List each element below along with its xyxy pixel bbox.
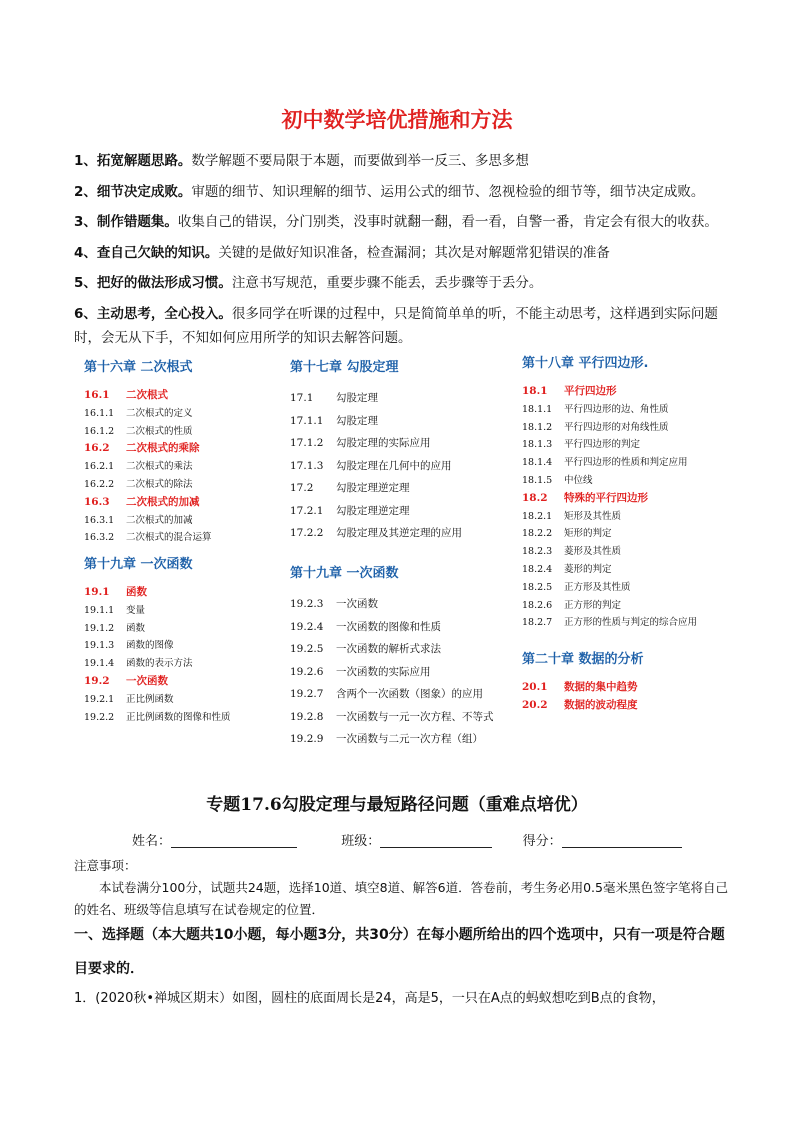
toc-chapter-title: 第十七章 勾股定理 [290,360,399,375]
toc-item [84,584,231,602]
toc-item-number: 17.2.2 [290,527,324,539]
toc-item-title: 二次根式的加减 [126,514,193,526]
toc-item [290,455,462,478]
toc-item-title: 函数 [126,586,147,598]
toc-item-number: 16.3.2 [84,532,115,544]
exam-heading: 专题17.6勾股定理与最短路径问题（重难点培优） [206,795,588,815]
toc-item-title: 平行四边形的性质和判定应用 [564,457,688,469]
toc-item [290,410,462,433]
toc-item-number: 18.1 [522,385,548,397]
toc-item-title: 二次根式的除法 [126,478,193,490]
toc-item-title: 正方形的性质与判定的综合应用 [564,617,698,629]
toc-item [290,477,462,500]
toc-item-title: 一次函数与一元一次方程、不等式 [336,710,494,723]
tip-3-title: 3、制作错题集。 [74,214,178,230]
toc-item [290,593,494,616]
toc-item-title: 勾股定理及其逆定理的应用 [336,527,462,539]
toc-item-number: 16.1.2 [84,425,115,437]
toc-item-title: 一次函数 [336,598,378,610]
tip-5-title: 5、把好的做法形成习惯。 [74,275,232,291]
tip-2-title: 2、细节决定成败。 [74,183,192,200]
toc-item-title: 正方形的判定 [564,599,622,611]
toc-item-number: 17.1.1 [290,414,324,427]
toc-item [522,597,697,615]
toc-item [84,512,212,530]
toc-item-number: 19.2.1 [84,693,115,705]
toc-item-number: 16.2 [84,442,110,455]
toc-item-number: 17.2.1 [290,504,324,517]
toc-item-title: 二次根式的混合运算 [126,532,212,544]
tip-4-text: 关键的是做好知识准备，检查漏洞；其次是对解题常犯错误的准备 [218,244,610,261]
toc-item [84,476,212,494]
toc-item-title: 二次根式的加减 [126,495,200,508]
student-info [132,830,692,849]
notice-text: 本试卷满分100分，试题共24题，选择10道、填空8道、解答6道．答卷前，考生务必用0.5毫米黑色签字笔将自己的姓名、班级等信息填写在试卷规定的位置． [74,880,728,917]
toc-col1a [84,356,212,547]
toc-item [522,697,644,715]
toc-item [84,620,231,638]
notice-label: 注意事项： [74,858,137,873]
toc-chapter-title: 第十六章 二次根式 [84,360,193,375]
toc-item-title: 勾股定理在几何中的应用 [336,459,452,472]
toc-item [84,423,212,441]
toc-item-number: 18.2.4 [522,563,553,575]
toc-item [522,543,697,561]
toc-item-title: 正比例函数 [126,693,174,705]
score-label: 得分： [522,834,562,849]
toc-item-number: 18.2.2 [522,528,553,540]
toc-item-number: 18.2.1 [522,510,553,522]
tip-1-text: 数学解题不要局限于本题，而要做到举一反三、多思多想 [191,153,529,169]
toc-item [84,494,212,512]
toc-item-number: 16.2.2 [84,478,115,490]
name-blank[interactable] [171,833,297,848]
tip-5 [74,268,734,299]
toc-item-title: 勾股定理 [336,414,378,427]
toc-item-title: 平行四边形的判定 [564,439,641,451]
toc-item-number: 19.1.2 [84,622,115,634]
tip-3 [74,207,734,238]
toc-item-number: 16.3 [84,495,110,508]
page-title: 初中数学培优措施和方法 [281,108,513,132]
toc-item [522,614,697,632]
toc-item-number: 18.2.6 [522,599,553,611]
toc-item-number: 18.1.5 [522,474,553,486]
toc-item [522,561,697,579]
toc-item-number: 17.1 [290,392,314,404]
toc-item-title: 一次函数的图像和性质 [336,620,441,633]
toc-item [290,638,494,661]
toc-item-number: 19.2.3 [290,598,324,610]
toc-item-title: 勾股定理的实际应用 [336,437,431,449]
toc-item-title: 数据的波动程度 [564,698,638,711]
toc-item-number: 19.1.3 [84,640,115,652]
toc-item [290,661,494,684]
toc-item [84,655,231,673]
toc-item-number: 19.1 [84,586,110,598]
toc-item [522,579,697,597]
toc-item [290,616,494,639]
toc-item-number: 18.2.7 [522,617,553,629]
toc-item-number: 20.2 [522,698,548,711]
tip-4-title: 4、查自己欠缺的知识。 [74,244,219,261]
tip-6-title: 6、主动思考，全心投入。 [74,305,232,322]
tip-6 [74,302,734,350]
toc-item-number: 17.1.3 [290,459,324,472]
toc-item-title: 矩形的判定 [564,528,612,540]
toc-item-title: 函数 [126,622,146,634]
toc-item-title: 二次根式 [126,389,168,401]
toc-chapter-title: 第十九章 一次函数 [290,566,399,581]
toc-item [84,440,212,458]
toc-chapter-title: 第十八章 平行四边形. [522,356,649,371]
toc-item [290,683,494,706]
toc-item [290,728,494,751]
toc-item-title: 二次根式的性质 [126,425,193,437]
toc-item [84,691,231,709]
notice [74,855,734,921]
toc-item [290,387,462,410]
toc-item-number: 19.2.6 [290,665,324,678]
toc-item-number: 18.1.2 [522,421,553,433]
class-blank[interactable] [380,833,492,848]
tip-2 [74,177,734,208]
toc-item-title: 特殊的平行四边形 [564,491,648,504]
tip-1-title: 1、拓宽解题思路。 [74,153,192,169]
toc-item [522,525,697,543]
tip-6-text: 很多同学在听课的过程中，只是简简单单的听，不能主动思考，这样遇到实际问题时，会无从下手，不知如何应用所学的知识去解答问题。 [74,305,718,346]
toc-item-title: 平行四边形 [564,385,617,397]
toc-item-number: 16.2.1 [84,461,115,473]
class-label: 班级： [341,834,381,849]
toc-chapter-title: 第二十章 数据的分析 [522,652,644,667]
toc-item [84,387,212,405]
toc-item-title: 变量 [126,604,146,616]
toc-item-title: 一次函数的解析式求法 [336,643,441,655]
toc-item-title: 勾股定理 [336,392,378,404]
toc-item [84,458,212,476]
toc-item [522,401,697,419]
toc-item-title: 二次根式的乘法 [126,461,193,473]
toc-item [84,529,212,547]
toc-item-title: 勾股定理逆定理 [336,504,410,517]
toc-item-number: 18.1.3 [522,439,553,451]
toc-item-number: 18.2.5 [522,581,553,593]
toc-item-title: 二次根式的乘除 [126,442,200,455]
tip-3-text: 收集自己的错误，分门别类，没事时就翻一翻，看一看，自警一番，肯定会有很大的收获。 [177,214,718,230]
toc-item-title: 一次函数 [126,674,168,687]
toc-col1b [84,553,231,726]
tip-5-text: 注意书写规范，重要步骤不能丢，丢步骤等于丢分。 [231,275,543,291]
toc-item [522,472,697,490]
toc-chapter-title: 第十九章 一次函数 [84,557,193,572]
toc-item-title: 勾股定理逆定理 [336,482,410,494]
toc-item-title: 平行四边形的对角线性质 [564,421,669,433]
toc-item-number: 18.1.1 [522,403,553,415]
toc-item-title: 一次函数的实际应用 [336,665,431,678]
toc-item [84,673,231,691]
toc-item-title: 含两个一次函数（图象）的应用 [336,688,483,700]
toc-item [522,508,697,526]
toc-item-title: 函数的图像 [126,640,174,652]
toc-item [290,706,494,729]
toc-item-number: 19.2.8 [290,710,324,723]
toc-item-number: 18.1.4 [522,457,553,469]
toc-item-number: 16.3.1 [84,514,115,526]
toc-item-number: 19.2.7 [290,688,324,700]
toc-item-number: 16.1.1 [84,407,115,419]
toc-item [522,679,644,697]
toc-item [522,383,697,401]
toc-item-number: 19.2.2 [84,711,115,723]
toc-item-number: 17.1.2 [290,437,324,449]
toc-item-title: 矩形及其性质 [564,510,622,522]
toc-item-title: 正比例函数的图像和性质 [126,711,231,723]
toc-item-title: 数据的集中趋势 [564,681,638,693]
toc-item-number: 20.1 [522,681,548,693]
score-blank[interactable] [562,833,682,848]
toc-item-title: 二次根式的定义 [126,407,193,419]
tips-list [74,146,734,350]
toc-item [84,602,231,620]
toc-item-title: 平行四边形的边、角性质 [564,403,669,415]
toc-item-number: 19.2.4 [290,620,324,633]
tip-2-text: 审题的细节、知识理解的细节、运用公式的细节、忽视检验的细节等，细节决定成败。 [191,183,705,200]
tip-1 [74,146,734,177]
toc-item-number: 19.2 [84,674,110,687]
name-label: 姓名： [132,834,172,849]
toc-item-number: 19.2.9 [290,733,324,745]
toc-item [84,637,231,655]
toc-item-number: 17.2 [290,482,314,494]
question-1: 1．(2020秋•禅城区期末）如图，圆柱的底面周长是24，高是5，一只在A点的蚂蚁想吃到B点的食物， [74,991,665,1006]
toc-item [84,405,212,423]
toc-item-title: 中位线 [564,474,593,486]
toc-item-number: 19.1.4 [84,658,115,670]
toc-item-number: 19.1.1 [84,604,115,616]
toc-col2a [290,356,462,545]
toc-col2b [290,562,494,751]
toc-item-title: 函数的表示方法 [126,658,193,670]
toc-item [522,490,697,508]
toc-item [290,500,462,523]
tip-4 [74,238,734,269]
toc-item-number: 18.2.3 [522,546,553,558]
toc-item-number: 18.2 [522,491,548,504]
toc-item-title: 菱形的判定 [564,563,612,575]
toc-item [522,419,697,437]
toc-item [522,436,697,454]
toc-item-number: 19.2.5 [290,643,324,655]
toc-item [84,709,231,727]
section-title: 一、选择题（本大题共10小题，每小题3分，共30分）在每小题所给出的四个选项中，只有一项是符合题目要求的． [74,927,725,977]
toc-item [522,454,697,472]
toc-item-title: 菱形及其性质 [564,546,622,558]
toc-col3b [522,648,644,715]
toc-item [290,432,462,455]
toc-item-title: 正方形及其性质 [564,581,631,593]
toc-item [290,522,462,545]
toc-item-number: 16.1 [84,389,110,401]
toc-item-title: 一次函数与二元一次方程（组） [336,733,483,745]
toc-col3a [522,352,697,632]
